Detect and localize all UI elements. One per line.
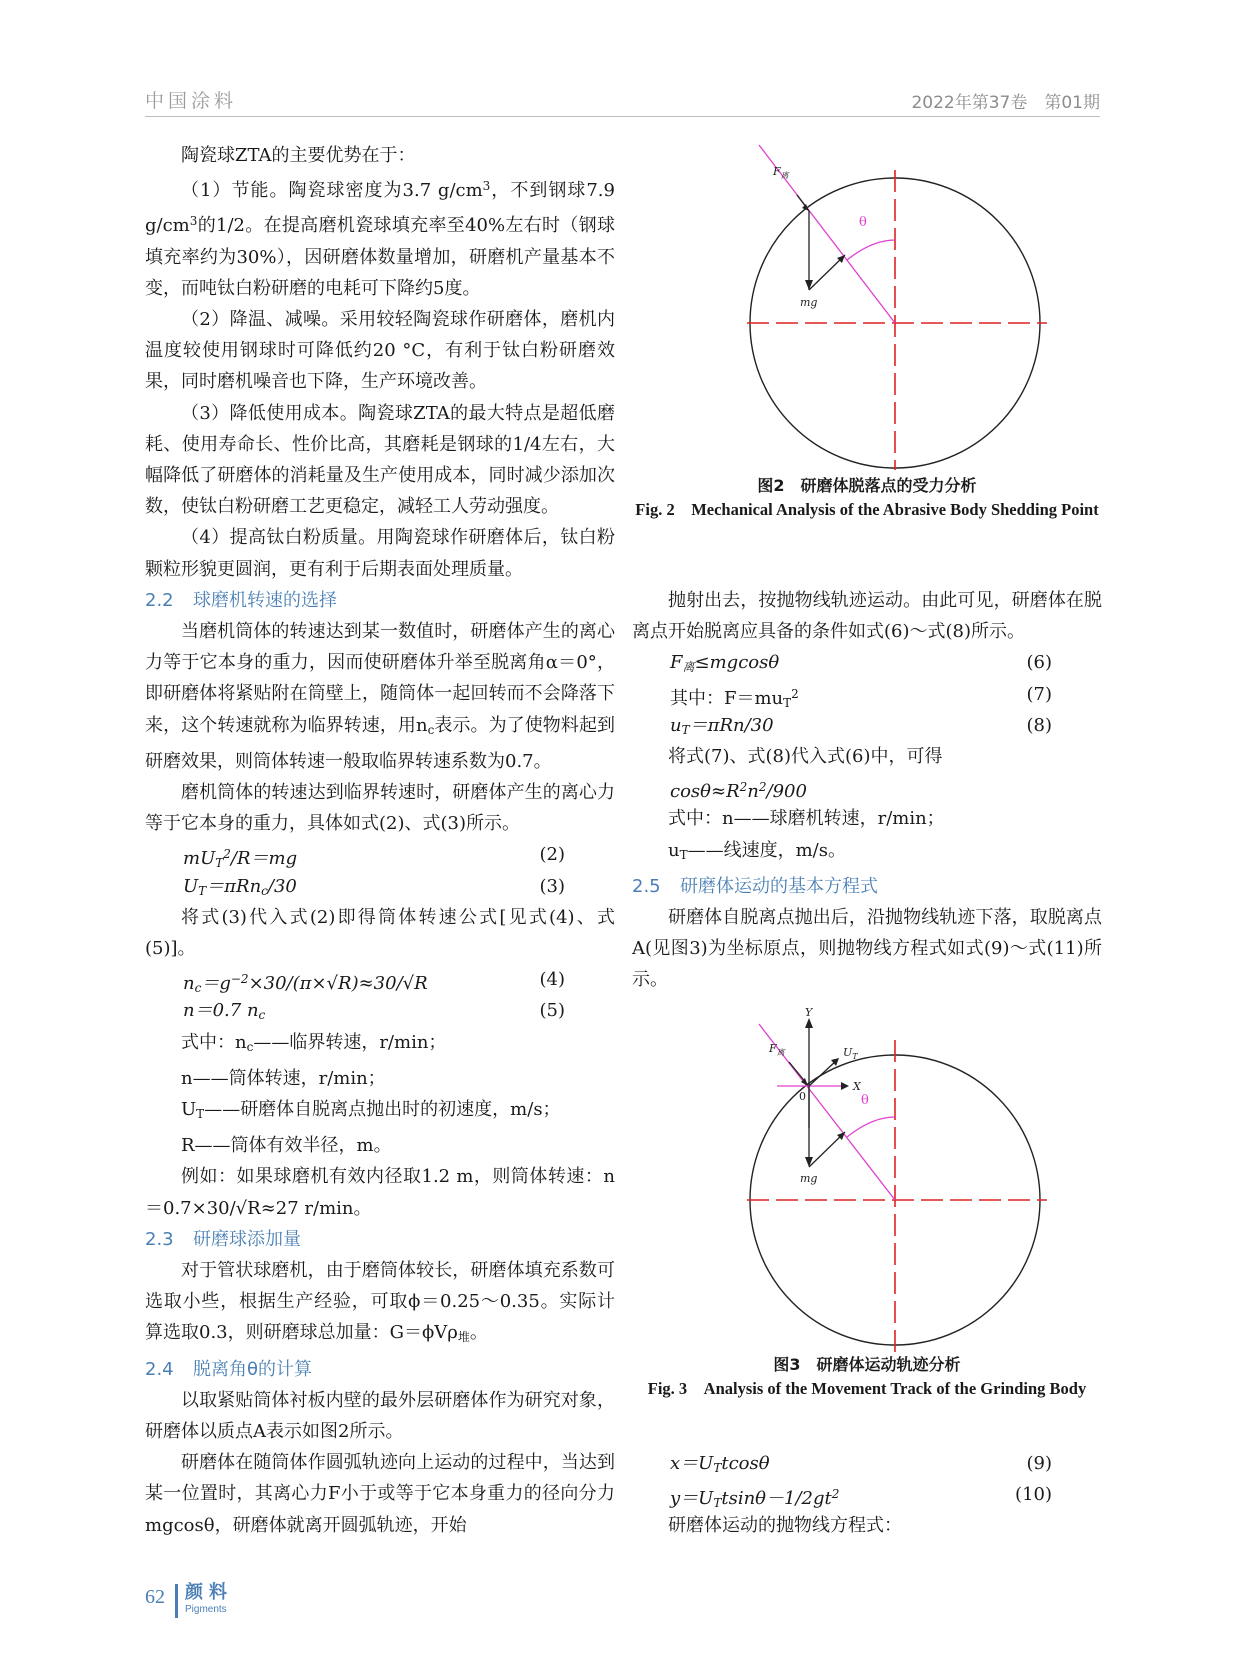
paragraph: 例如：如果球磨机有效内径取1.2 m，则筒体转速：n＝0.7×30/√R≈27 r/min。 (145, 1166, 615, 1219)
theta-label: θ (859, 215, 867, 230)
arrowhead (805, 1018, 813, 1028)
page-number: 62 (145, 1586, 165, 1608)
equation-5: n＝0.7 $n_c$ (5) (183, 1000, 565, 1023)
equation-7: 其中：$F=mu_T^2$ (7) (670, 683, 1052, 710)
where-line: $u_T——$线速度，m/s。 (668, 839, 846, 862)
equation-result: $\cos\theta\approx R^2n^2/900$ (670, 780, 807, 803)
force-label: $F_离$ (773, 165, 789, 180)
paragraph: 将式(3)代入式(2)即得筒体转速公式[见式(4)、式(5)]。 (145, 906, 615, 960)
paragraph: （4）提高钛白粉质量。用陶瓷球作研磨体后，钛白粉颗粒形貌更圆润，更有利于后期表面处理质量。 (145, 527, 615, 580)
left-column (145, 140, 615, 1541)
journal-name: 中国涂料 (145, 90, 238, 112)
theta-arc (847, 1117, 895, 1137)
equation-8: $u_T=\pi Rn/30$ (8) (670, 714, 1052, 737)
arrowhead (805, 280, 813, 290)
paragraph: 研磨体在随筒体作圆弧轨迹向上运动的过程中，当达到某一位置时，其离心力F小于或等于它本身重力的径向分力mgcosθ，研磨体就离开圆弧轨迹，开始 (145, 1452, 615, 1536)
equation-10: $y=U_Ttsin\theta-1/2gt^2$ (10) (670, 1484, 1052, 1511)
equation-4: $n_c=g^{-2}\times 30/(\pi\times√R)\approx 30/√R$ (4) (183, 969, 565, 996)
paragraph: 研磨体运动的抛物线方程式： (668, 1515, 902, 1537)
equation-6: $F_离\le mgcos\theta$ (6) (670, 652, 1052, 675)
origin-label: 0 (799, 1090, 806, 1103)
paragraph: 当磨机筒体的转速达到某一数值时，研磨体产生的离心力等于它本身的重力，因而使研磨体升举至脱离角α＝0°，即研磨体将紧贴附在筒壁上，随筒体一起回转而不会降落下来，这个转速就称为临界转速，用$n_c$表示。为了使物料起到研磨效果，则筒体转速一般取临界转速系数为0.7。 (145, 621, 616, 772)
figure-3-diagram (687, 1000, 1047, 1355)
paragraph: （3）降低使用成本。陶瓷球ZTA的最大特点是超低磨耗、使用寿命长、性价比高，其磨耗是钢球的1/4左右，大幅降低了研磨体的消耗量及生产使用成本，同时减少添加次数，使钛白粉研磨工艺更稳定，减轻工人劳动强度。 (145, 402, 615, 518)
mg-label: mg (800, 296, 818, 309)
where-line: $U_T——$研磨体自脱离点抛出时的初速度，m/s； (181, 1099, 561, 1122)
figure-3 (632, 1000, 1102, 1401)
section-heading: 2.3 研磨球添加量 (145, 1228, 301, 1250)
where-line: n——筒体转速，r/min； (181, 1067, 386, 1089)
where-line: 式中：$n_c——$临界转速，r/min； (181, 1031, 447, 1054)
section-heading: 2.2 球磨机转速的选择 (145, 589, 337, 611)
theta-label: θ (861, 1093, 869, 1108)
equation-2: $mU_T^2/R=mg$ (2) (183, 844, 565, 871)
footer-journal-cn: 颜料 (185, 1582, 233, 1603)
equation-9: $x=U_Ttcos\theta$ (9) (670, 1453, 1052, 1475)
mg-label: mg (800, 1172, 818, 1185)
paragraph: 对于管状球磨机，由于磨筒体较长，研磨体填充系数可选取小些，根据生产经验，可取ϕ＝0.25～0.35。实际计算选取0.3，则研磨球总加量：G＝ϕVρ$_堆$。 (145, 1260, 615, 1345)
footer-journal-en: Pigments (185, 1604, 227, 1615)
figure-2-caption-cn: 图2 研磨体脱落点的受力分析 (757, 476, 977, 495)
footer-divider (175, 1584, 178, 1618)
figure-2 (632, 140, 1102, 522)
right-column-bottom (632, 1448, 1102, 1542)
paragraph: 将式(7)、式(8)代入式(6)中，可得 (668, 745, 943, 767)
arrowhead (805, 1157, 813, 1167)
paragraph: 陶瓷球ZTA的主要优势在于： (181, 145, 416, 166)
right-column (632, 585, 1102, 996)
arrowhead (841, 1082, 849, 1090)
paragraph: 以取紧贴筒体衬板内壁的最外层研磨体作为研究对象，研磨体以质点A表示如图2所示。 (145, 1389, 615, 1443)
figure-2-diagram (687, 140, 1047, 470)
equation-3: $U_T=\pi Rn_c/30$ (3) (183, 875, 565, 898)
paragraph: （1）节能。陶瓷球密度为3.7 $g/cm^3$，不到钢球7.9 $g/cm^3$的1/2。在提高磨机瓷球填充率至40%左右时（钢球填充率约为30%），因研磨体数量增加，研磨机产量基本不变，而吨钛白粉研磨的电耗可下降约5度。 (145, 179, 615, 299)
theta-arc (847, 240, 895, 260)
figure-3-caption-en: Fig. 3 Analysis of the Movement Track of the Grinding Body (647, 1379, 1087, 1398)
y-axis-label: Y (805, 1006, 813, 1019)
issue-info: 2022年第37卷 第01期 (911, 93, 1100, 113)
paragraph: 磨机筒体的转速达到临界转速时，研磨体产生的离心力等于它本身的重力，具体如式(2)、式(3)所示。 (145, 782, 615, 835)
velocity-label: $U_T$ (843, 1046, 858, 1061)
x-axis-label: X (853, 1080, 861, 1093)
paragraph: 研磨体自脱离点抛出后，沿抛物线轨迹下落，取脱离点A(见图3)为坐标原点，则抛物线方程式如式(9)～式(11)所示。 (632, 906, 1102, 991)
paragraph: 抛射出去，按抛物线轨迹运动。由此可见，研磨体在脱离点开始脱离应具备的条件如式(6)～式(8)所示。 (632, 590, 1102, 643)
page-header (145, 86, 1100, 117)
where-line: 式中：n——球磨机转速，r/min； (668, 808, 945, 830)
velocity-arrow (809, 1060, 837, 1086)
section-heading: 2.5 研磨体运动的基本方程式 (632, 875, 878, 897)
where-line: R——筒体有效半径，m。 (181, 1135, 392, 1157)
paragraph: （2）降温、减噪。采用较轻陶瓷球作研磨体，磨机内温度较使用钢球时可降低约20 °C，有利于钛白粉研磨效果，同时磨机噪音也下降，生产环境改善。 (145, 309, 615, 393)
section-heading: 2.4 脱离角θ的计算 (145, 1358, 313, 1380)
figure-3-caption-cn: 图3 研磨体运动轨迹分析 (773, 1355, 961, 1374)
force-label: $F_离$ (769, 1042, 785, 1057)
figure-2-caption-en: Fig. 2 Mechanical Analysis of the Abrasive Body Shedding Point (635, 500, 1099, 519)
